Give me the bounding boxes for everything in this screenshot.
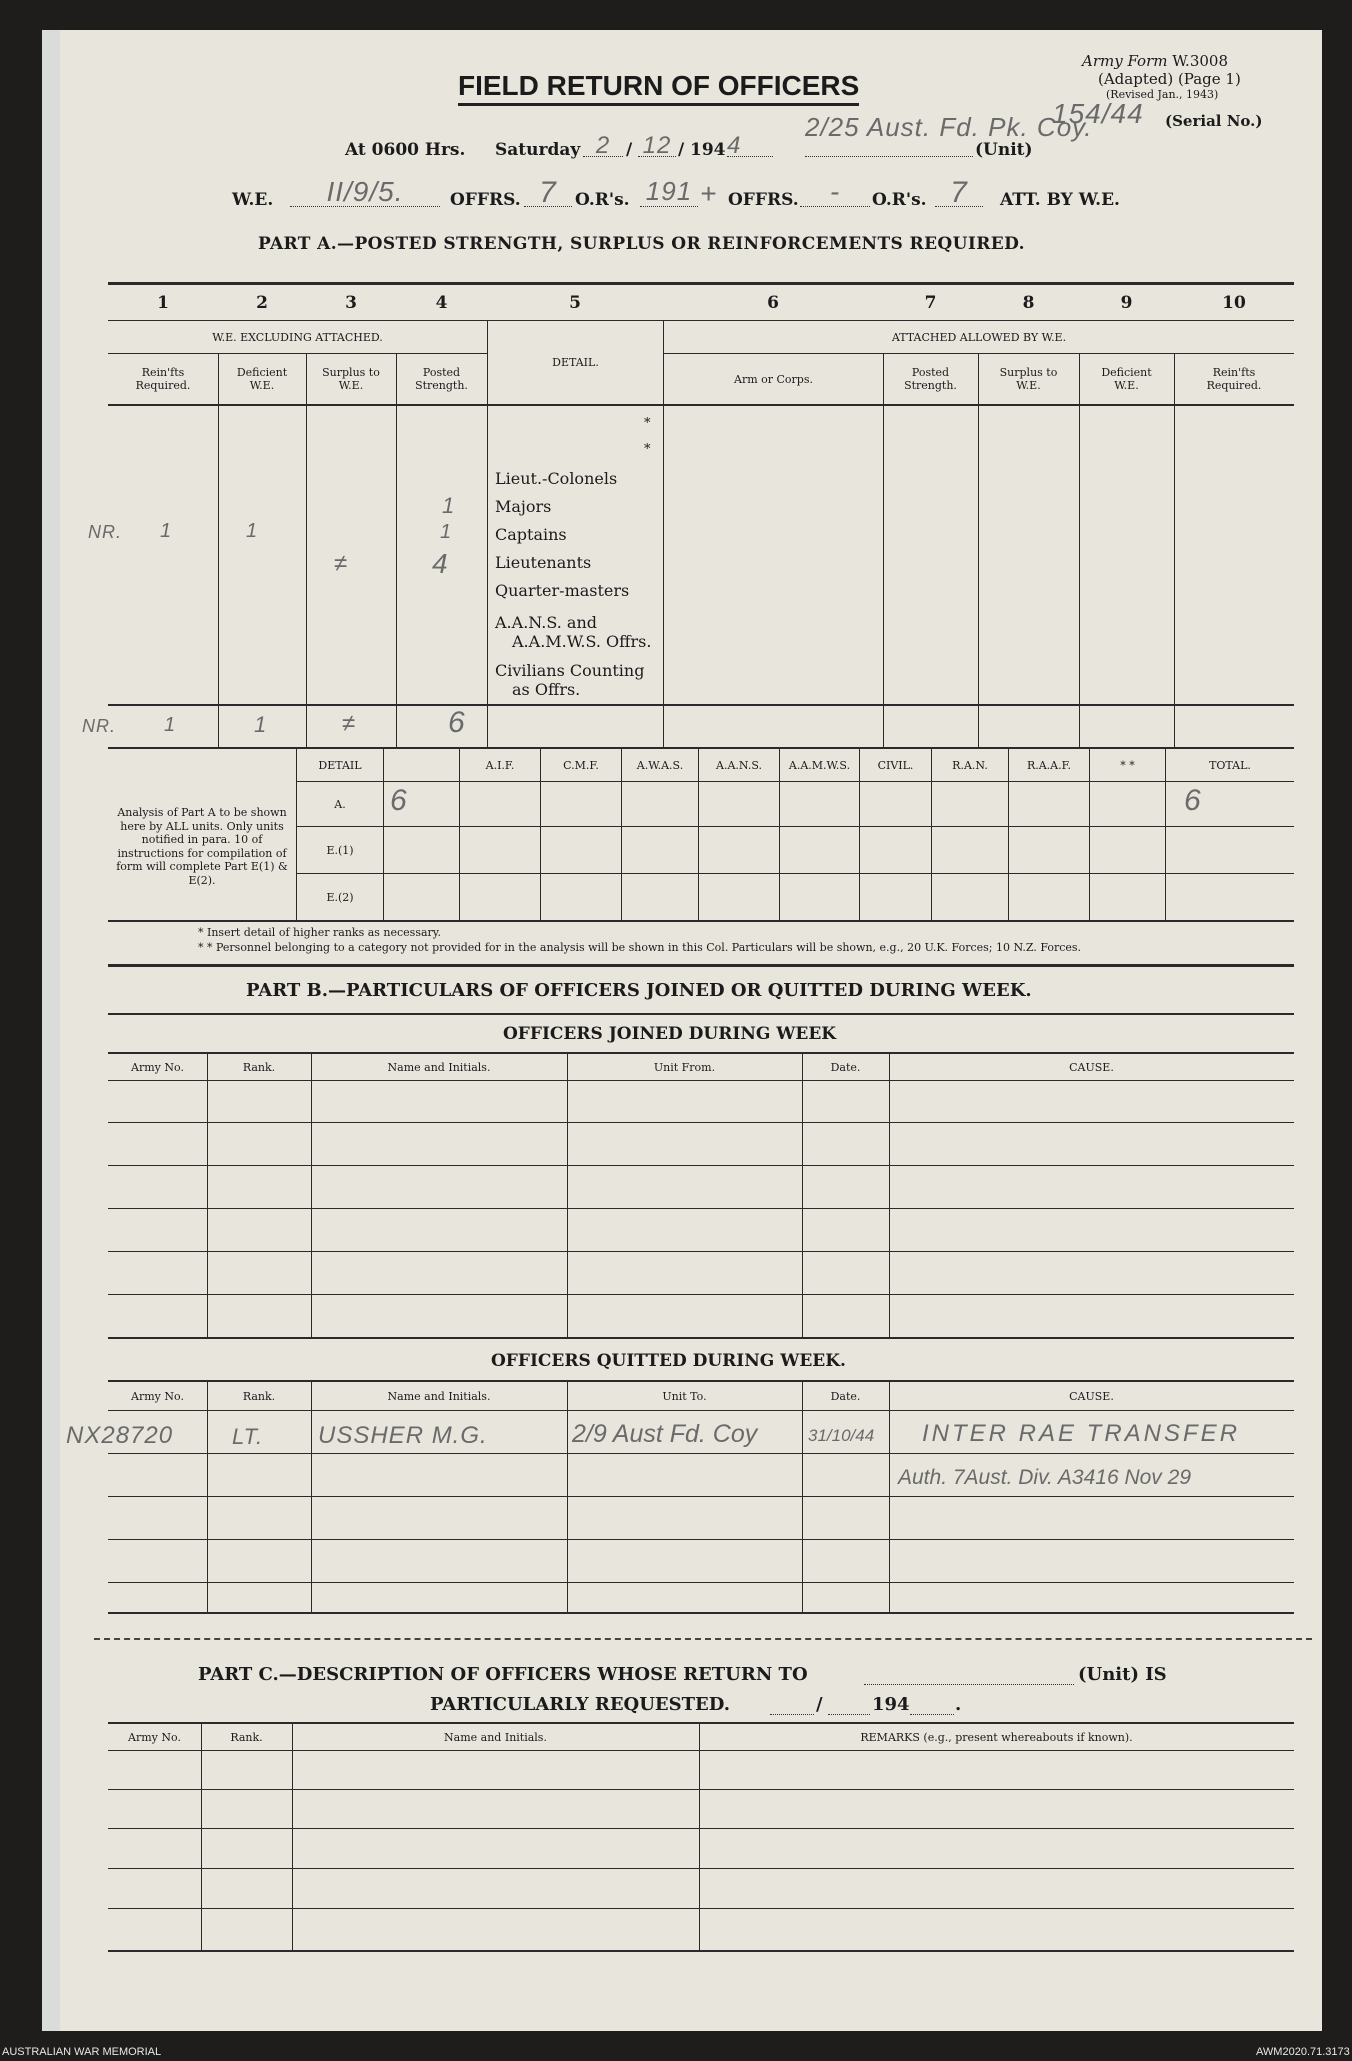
hand-deficient-value: 1 bbox=[246, 520, 259, 542]
joined-header-army-no: Army No. bbox=[131, 1060, 184, 1074]
we-label: W.E. bbox=[232, 190, 274, 210]
hand-surplus-value: ≠ bbox=[334, 550, 349, 577]
analysis-header-detail: DETAIL bbox=[318, 758, 362, 772]
serial-label: (Serial No.) bbox=[1165, 112, 1263, 130]
part-c-date-blank-1 bbox=[770, 1694, 814, 1715]
footer-accession: AWM2020.71.3173 bbox=[1256, 2046, 1350, 2058]
part-c-header-remarks: REMARKS (e.g., present whereabouts if known). bbox=[860, 1730, 1133, 1744]
rank-quarter-masters: Quarter-masters bbox=[495, 581, 630, 600]
analysis-header-other: * * bbox=[1120, 758, 1135, 772]
footnote-other-category: * * Personnel belonging to a category not provided for in the analysis will be shown in this Col. Particulars will be shown, e.g., 20 U.K. Forces; 10 N.Z. Forces. bbox=[198, 941, 1082, 954]
rank-aamws: A.A.M.W.S. Offrs. bbox=[512, 632, 652, 651]
hand-reinf-value: 1 bbox=[160, 520, 173, 542]
analysis-header-aif: A.I.F. bbox=[485, 758, 515, 772]
we-value: II/9/5. bbox=[290, 176, 440, 207]
date-day-value: 2 bbox=[583, 132, 623, 157]
ors2-value: 7 bbox=[935, 176, 983, 207]
part-c-header-rank: Rank. bbox=[230, 1730, 263, 1744]
col-number-10: 10 bbox=[1222, 292, 1246, 313]
quitted-date: 31/10/44 bbox=[808, 1426, 875, 1445]
quitted-header-name: Name and Initials. bbox=[387, 1389, 491, 1403]
quitted-header-cause: CAUSE. bbox=[1069, 1389, 1114, 1403]
detail-star-2: * bbox=[644, 442, 651, 457]
part-c-title-c: PARTICULARLY REQUESTED. bbox=[430, 1694, 730, 1715]
part-c-header-army-no: Army No. bbox=[128, 1730, 181, 1744]
col-number-7: 7 bbox=[924, 292, 937, 313]
rank-lieutenants: Lieutenants bbox=[495, 553, 592, 572]
part-c-period: . bbox=[955, 1694, 962, 1715]
col-number-4: 4 bbox=[435, 292, 448, 313]
part-b-title: PART B.—PARTICULARS OF OFFICERS JOINED OR QUITTED DURING WEEK. bbox=[246, 980, 1032, 1001]
date-month-value: 12 bbox=[638, 132, 676, 157]
detail-header: DETAIL. bbox=[552, 356, 599, 369]
analysis-a-value: 6 bbox=[390, 784, 408, 817]
hand-posted-lt-col: 1 bbox=[442, 493, 456, 518]
col-number-6: 6 bbox=[767, 292, 779, 313]
quitted-cause: INTER RAE TRANSFER bbox=[922, 1420, 1241, 1447]
rank-as-offrs: as Offrs. bbox=[512, 680, 581, 699]
part-a-bottom-rule bbox=[108, 964, 1294, 967]
analysis-header-cmf: C.M.F. bbox=[563, 758, 599, 772]
arm-corps-header: Arm or Corps. bbox=[734, 372, 813, 386]
year-digit-value: 4 bbox=[727, 132, 773, 157]
posted-strength-header: Posted Strength. bbox=[415, 366, 468, 392]
footnote-higher-ranks: * Insert detail of higher ranks as necessary. bbox=[198, 926, 442, 939]
part-c-date-blank-2 bbox=[828, 1694, 870, 1715]
analysis-header-awas: A.W.A.S. bbox=[636, 758, 684, 772]
att-deficient-header: Deficient W.E. bbox=[1101, 366, 1152, 392]
totals-nr-label: NR. bbox=[82, 716, 116, 736]
analysis-header-total: TOTAL. bbox=[1209, 758, 1251, 772]
quitted-header-date: Date. bbox=[830, 1389, 861, 1403]
day-label: Saturday bbox=[495, 140, 581, 160]
hand-posted-captains: 4 bbox=[432, 548, 449, 579]
year-prefix: 194 bbox=[690, 140, 726, 160]
surplus-header: Surplus to W.E. bbox=[322, 366, 380, 392]
joined-header-date: Date. bbox=[830, 1060, 861, 1074]
joined-header-rank: Rank. bbox=[242, 1060, 276, 1074]
part-a-title: PART A.—POSTED STRENGTH, SURPLUS OR REINFORCEMENTS REQUIRED. bbox=[258, 234, 1025, 254]
part-c-title-a: PART C.—DESCRIPTION OF OFFICERS WHOSE RETURN TO bbox=[198, 1664, 808, 1685]
totals-deficient-value: 1 bbox=[254, 712, 268, 737]
part-c-date-blank-3 bbox=[910, 1694, 954, 1715]
att-posted-header: Posted Strength. bbox=[904, 366, 957, 392]
form-number: W.3008 bbox=[1172, 52, 1229, 70]
form-title: FIELD RETURN OF OFFICERS bbox=[458, 70, 859, 106]
deficient-header: Deficient W.E. bbox=[236, 366, 288, 392]
unit-label: (Unit) bbox=[975, 140, 1033, 160]
col-number-3: 3 bbox=[345, 292, 357, 313]
time-label: At 0600 Hrs. bbox=[345, 140, 466, 160]
form-adapted: (Adapted) (Page 1) bbox=[1098, 70, 1241, 88]
quitted-header-army-no: Army No. bbox=[131, 1389, 184, 1403]
offrs2-label: OFFRS. bbox=[728, 190, 799, 210]
joined-header-cause: CAUSE. bbox=[1069, 1060, 1114, 1074]
quitted-header-unit-to: Unit To. bbox=[662, 1389, 707, 1403]
reinf-required-header: Rein'fts Required. bbox=[135, 366, 191, 392]
analysis-row-e2: E.(2) bbox=[326, 890, 354, 904]
paper-edge bbox=[42, 30, 60, 2031]
analysis-header-aamws: A.A.M.W.S. bbox=[788, 758, 851, 772]
date-slash-2: / bbox=[678, 140, 685, 160]
attached-allowed-header: ATTACHED ALLOWED BY W.E. bbox=[891, 330, 1067, 344]
part-c-title-b: (Unit) IS bbox=[1078, 1664, 1167, 1685]
offrs-label: OFFRS. bbox=[450, 190, 521, 210]
rank-captains: Captains bbox=[495, 525, 567, 544]
analysis-header-raaf: R.A.A.F. bbox=[1026, 758, 1072, 772]
analysis-a-total: 6 bbox=[1184, 784, 1202, 817]
quitted-title: OFFICERS QUITTED DURING WEEK. bbox=[491, 1351, 846, 1371]
col-number-5: 5 bbox=[569, 292, 581, 313]
hand-nr-label: NR. bbox=[88, 522, 122, 542]
analysis-header-aans: A.A.N.S. bbox=[716, 758, 762, 772]
quitted-rank: LT. bbox=[232, 1424, 264, 1449]
dashed-separator bbox=[94, 1638, 1312, 1640]
part-c-year: 194 bbox=[872, 1694, 910, 1715]
rank-civilians: Civilians Counting bbox=[495, 661, 645, 680]
col-number-8: 8 bbox=[1022, 292, 1035, 313]
att-reinf-header: Rein'fts Required. bbox=[1206, 366, 1262, 392]
analysis-note: Analysis of Part A to be shown here by ALL units. Only units notified in para. 10 of instructions for compilation of form will complete Part E(1) & E(2). bbox=[116, 806, 288, 887]
part-c-slash: / bbox=[816, 1694, 823, 1715]
part-b-rule-1 bbox=[108, 1013, 1294, 1015]
analysis-row-a: A. bbox=[334, 797, 346, 811]
ors-value: 191 bbox=[640, 176, 698, 207]
analysis-row-e1: E.(1) bbox=[326, 843, 354, 857]
detail-star-1: * bbox=[644, 416, 651, 431]
col-number-1: 1 bbox=[157, 292, 169, 313]
army-form-label bbox=[1082, 52, 1228, 70]
quitted-army-no: NX28720 bbox=[66, 1422, 174, 1449]
ors-label: O.R's. bbox=[575, 190, 630, 210]
joined-header-unit-from: Unit From. bbox=[653, 1060, 716, 1074]
quitted-cause-authority: Auth. 7Aust. Div. A3416 Nov 29 bbox=[898, 1466, 1191, 1489]
unit-value: 2/25 Aust. Fd. Pk. Coy. bbox=[805, 112, 973, 157]
totals-reinf-value: 1 bbox=[164, 714, 177, 736]
quitted-header-rank: Rank. bbox=[242, 1389, 276, 1403]
col-number-2: 2 bbox=[256, 292, 268, 313]
rank-lieut-colonels: Lieut.-Colonels bbox=[495, 469, 618, 488]
joined-title: OFFICERS JOINED DURING WEEK bbox=[503, 1024, 837, 1044]
army-form-text: Army Form bbox=[1082, 52, 1168, 70]
rank-majors: Majors bbox=[495, 497, 552, 516]
form-revised: (Revised Jan., 1943) bbox=[1106, 88, 1219, 101]
col-number-9: 9 bbox=[1120, 292, 1133, 313]
rank-aans: A.A.N.S. and bbox=[495, 613, 597, 632]
totals-posted-value: 6 bbox=[448, 706, 466, 739]
analysis-header-civil: CIVIL. bbox=[877, 758, 914, 772]
offrs2-value: - bbox=[800, 176, 870, 207]
part-c-unit-blank bbox=[864, 1664, 1074, 1685]
analysis-header-ran: R.A.N. bbox=[952, 758, 988, 772]
joined-header-name: Name and Initials. bbox=[387, 1060, 491, 1074]
date-slash-1: / bbox=[626, 140, 633, 160]
analysis-header-blank bbox=[384, 749, 459, 781]
part-c-header-name: Name and Initials. bbox=[444, 1730, 547, 1744]
totals-surplus-value: ≠ bbox=[342, 710, 357, 737]
plus-sign: + bbox=[700, 178, 718, 209]
att-surplus-header: Surplus to W.E. bbox=[999, 366, 1058, 392]
footer-institution: AUSTRALIAN WAR MEMORIAL bbox=[2, 2046, 162, 2058]
quitted-name: USSHER M.G. bbox=[318, 1422, 488, 1449]
hand-posted-majors: 1 bbox=[440, 521, 453, 543]
offrs-value: 7 bbox=[524, 176, 572, 207]
ors2-label: O.R's. bbox=[872, 190, 927, 210]
att-label: ATT. BY W.E. bbox=[1000, 190, 1120, 210]
quitted-unit-to: 2/9 Aust Fd. Coy bbox=[572, 1420, 758, 1448]
we-excluding-header: W.E. EXCLUDING ATTACHED. bbox=[212, 330, 383, 344]
serial-number-value: 154/44 bbox=[1052, 98, 1144, 129]
